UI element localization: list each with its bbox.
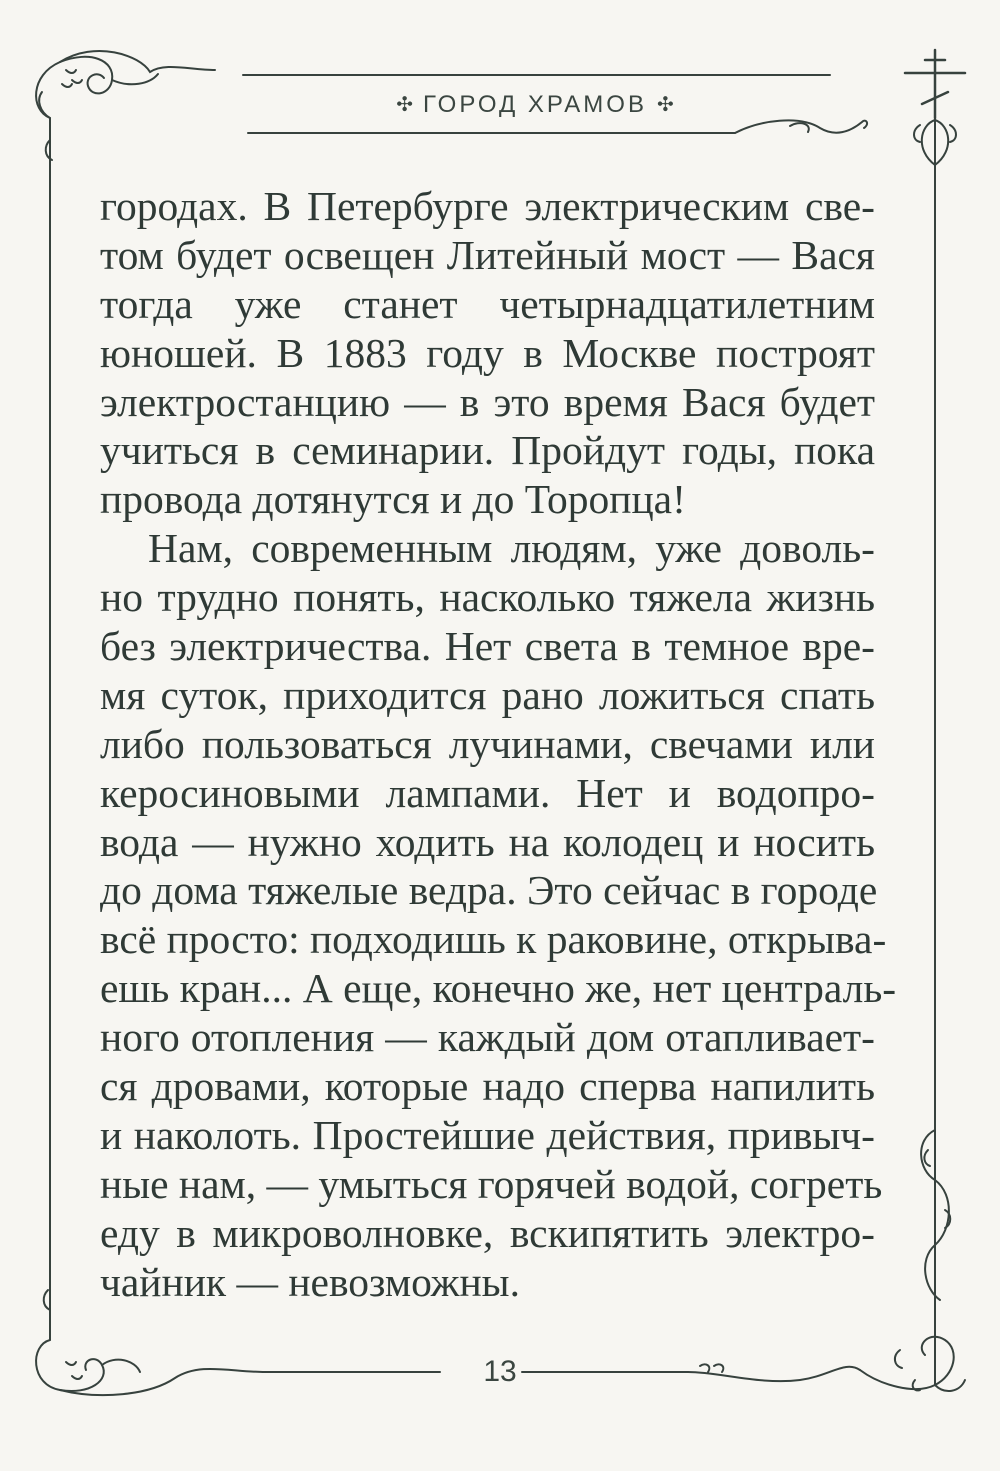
text-line: учиться в семинарии. Пройдут годы, пока [100, 427, 875, 474]
text-line: том будет освещен Литейный мост — Вася [100, 231, 875, 278]
text-line: и наколоть. Простейшие действия, привыч- [100, 1111, 875, 1158]
header-ornament-left-icon: ✣ [396, 94, 414, 116]
orthodox-cross-icon [905, 50, 965, 118]
scroll-flourish-icon [735, 120, 867, 133]
text-line: керосиновыми лампами. Нет и водопро- [100, 769, 875, 816]
text-line: городах. В Петербурге электрическим све- [100, 183, 875, 229]
text-line: ешь кран... А еще, конечно же, нет централь- [100, 965, 897, 1012]
scroll-flourish-icon [36, 51, 215, 160]
text-line: всё просто: подходишь к раковине, открыва- [100, 916, 887, 963]
text-line: до дома тяжелые ведра. Это сейчас в городе [100, 867, 878, 914]
page-number: 13 [483, 1355, 517, 1388]
text-line: юношей. В 1883 году в Москве построят [100, 329, 875, 376]
body-text [100, 182, 897, 1306]
scroll-flourish-icon [688, 1337, 965, 1391]
text-line: без электричества. Нет света в темное вре- [100, 623, 875, 670]
text-line: тогда уже станет четырнадцатилетним [100, 280, 875, 327]
running-title: ГОРОД ХРАМОВ [423, 91, 647, 118]
text-line: вода — нужно ходить на колодец и носить [100, 818, 875, 865]
text-line: ные нам, — умыться горячей водой, согреть [100, 1160, 883, 1207]
paragraph-first-line: Нам, современным людям, уже доволь- [148, 525, 875, 572]
text-line: ного отопления — каждый дом отапливает- [100, 1014, 875, 1061]
text-line: чайник — невозможны. [100, 1258, 520, 1305]
text-line: либо пользоваться лучинами, свечами или [100, 720, 875, 767]
text-line: провода дотянутся и до Торопца! [100, 476, 686, 523]
text-line: ся дровами, которые надо сперва напилить [100, 1063, 875, 1110]
header-ornament-right-icon: ✣ [656, 94, 674, 116]
text-line: еду в микроволновке, вскипятить электро- [100, 1209, 875, 1256]
text-line: мя суток, приходится рано ложиться спать [100, 671, 875, 718]
running-header [300, 91, 770, 119]
text-line: но трудно понять, насколько тяжела жизнь [100, 574, 875, 621]
text-line: электростанцию — в это время Вася будет [100, 378, 875, 425]
